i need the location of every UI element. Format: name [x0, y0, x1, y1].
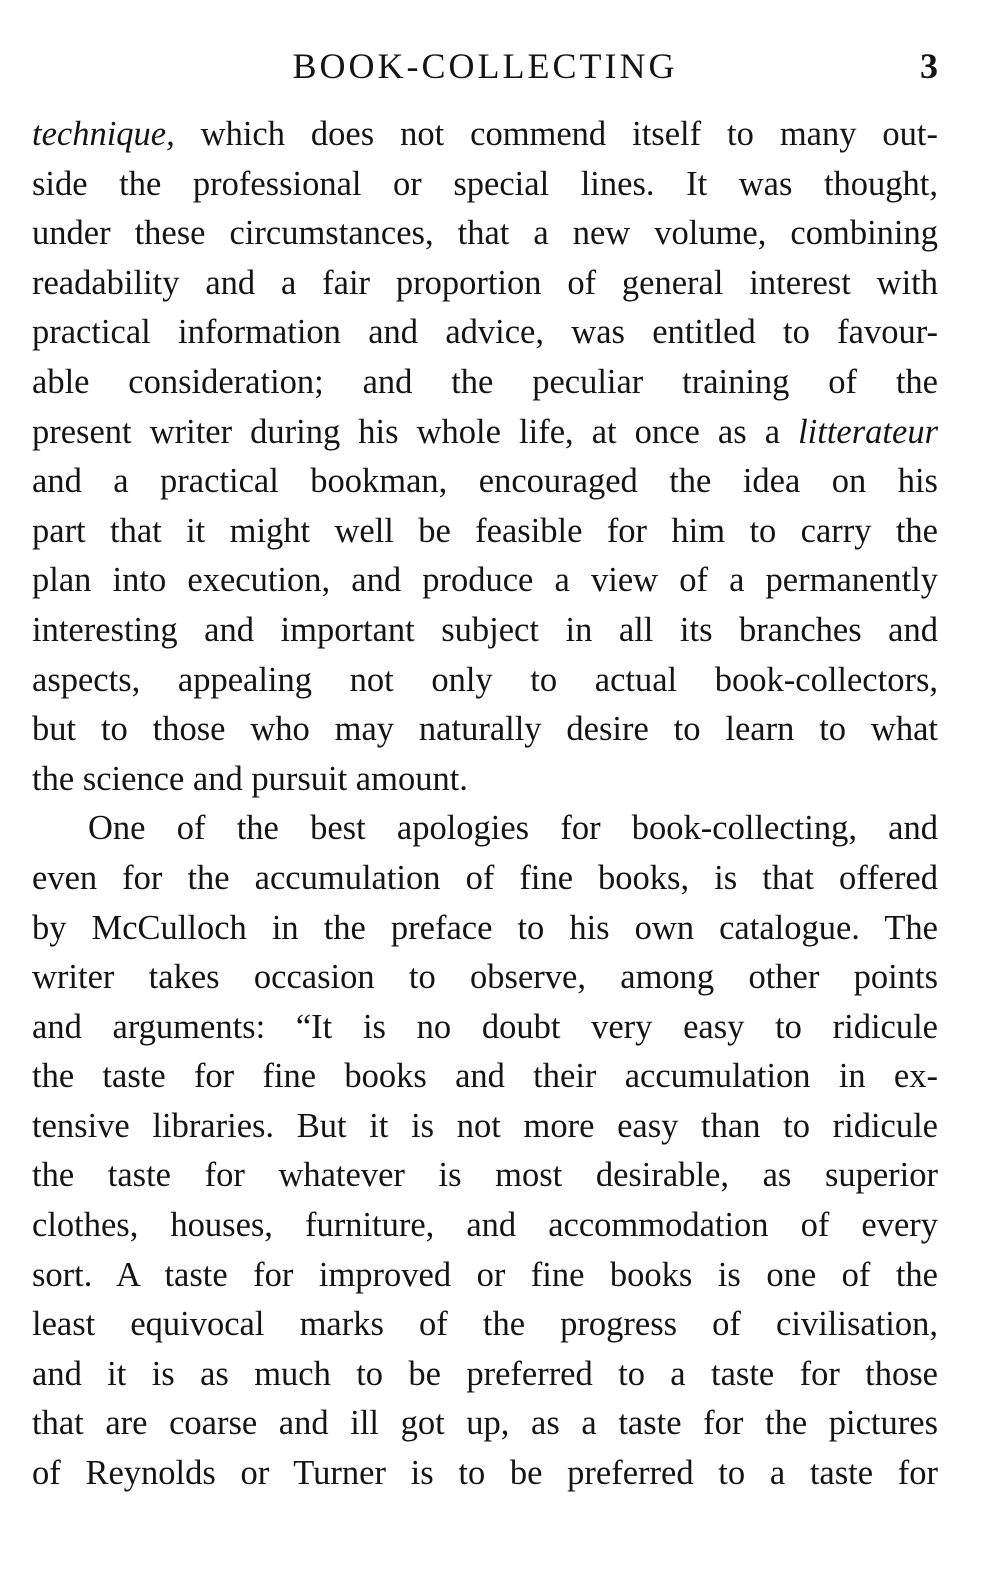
running-title: BOOK-COLLECTING — [292, 46, 678, 86]
text-segment: writer takes occasion to observe, among other points — [32, 958, 938, 997]
text-line — [32, 110, 938, 160]
body-text — [32, 110, 938, 1499]
page-number: 3 — [920, 46, 938, 86]
text-segment: clothes, houses, furniture, and accommodation of every — [32, 1206, 938, 1245]
text-segment: part that it might well be feasible for him to carry the — [32, 511, 938, 550]
text-line — [32, 1003, 938, 1053]
text-line — [32, 904, 938, 954]
text-segment: by McCulloch in the preface to his own catalogue. The — [32, 908, 938, 947]
text-segment: and it is as much to be preferred to a taste for those — [32, 1354, 938, 1393]
text-line — [32, 408, 938, 458]
text-line — [32, 1251, 938, 1301]
text-segment: sort. A taste for improved or fine books is one of the — [32, 1255, 938, 1294]
text-line — [32, 1102, 938, 1152]
text-line — [32, 854, 938, 904]
text-segment: practical information and advice, was entitled to favour- — [32, 313, 938, 352]
italic-text: technique, — [32, 115, 175, 153]
text-segment: interesting and important subject in all its branches and — [32, 610, 938, 649]
text-segment: One of the best apologies for book-collecting, and — [88, 809, 938, 848]
text-line — [32, 1449, 938, 1499]
text-segment: side the professional or special lines. It was thought, — [32, 164, 938, 203]
text-segment: tensive libraries. But it is not more easy than to ridicule — [32, 1106, 938, 1145]
text-segment: under these circumstances, that a new volume, combining — [32, 214, 938, 253]
text-line — [32, 755, 938, 805]
text-line — [32, 953, 938, 1003]
text-line — [32, 606, 938, 656]
text-segment: readability and a fair proportion of general interest with — [32, 263, 938, 302]
text-segment: even for the accumulation of fine books, is that offered — [32, 858, 938, 897]
text-line — [32, 1399, 938, 1449]
text-line — [32, 1300, 938, 1350]
text-line — [32, 1350, 938, 1400]
text-line — [32, 656, 938, 706]
text-line — [32, 804, 938, 854]
text-line — [32, 507, 938, 557]
text-segment: which does not commend itself to many out- — [174, 115, 938, 153]
text-line — [32, 457, 938, 507]
text-line — [32, 160, 938, 210]
text-segment: present writer during his whole life, at once as a — [32, 412, 799, 451]
text-segment: the science and pursuit amount. — [32, 759, 468, 798]
text-segment: aspects, appealing not only to actual book-collectors, — [32, 660, 938, 699]
text-line — [32, 556, 938, 606]
text-segment: the taste for whatever is most desirable, as superior — [32, 1156, 938, 1195]
text-line — [32, 358, 938, 408]
italic-text: litterateur — [798, 412, 938, 451]
text-segment: plan into execution, and produce a view of a permanently — [32, 561, 938, 600]
text-segment: and arguments: “It is no doubt very easy to ridicule — [32, 1007, 938, 1046]
text-line — [32, 209, 938, 259]
text-segment: of Reynolds or Turner is to be preferred to a taste for — [32, 1454, 938, 1493]
text-segment: able consideration; and the peculiar training of the — [32, 362, 938, 401]
text-line — [32, 1151, 938, 1201]
text-segment: least equivocal marks of the progress of civilisation, — [32, 1305, 938, 1344]
text-line — [32, 1201, 938, 1251]
text-segment: that are coarse and ill got up, as a taste for the pictures — [32, 1404, 938, 1443]
text-segment: and a practical bookman, encouraged the idea on his — [32, 462, 938, 501]
text-line — [32, 308, 938, 358]
text-line — [32, 259, 938, 309]
text-line — [32, 705, 938, 755]
text-segment: the taste for fine books and their accumulation in ex- — [32, 1057, 938, 1096]
text-segment: but to those who may naturally desire to learn to what — [32, 710, 938, 749]
text-line — [32, 1052, 938, 1102]
running-head — [32, 40, 938, 92]
